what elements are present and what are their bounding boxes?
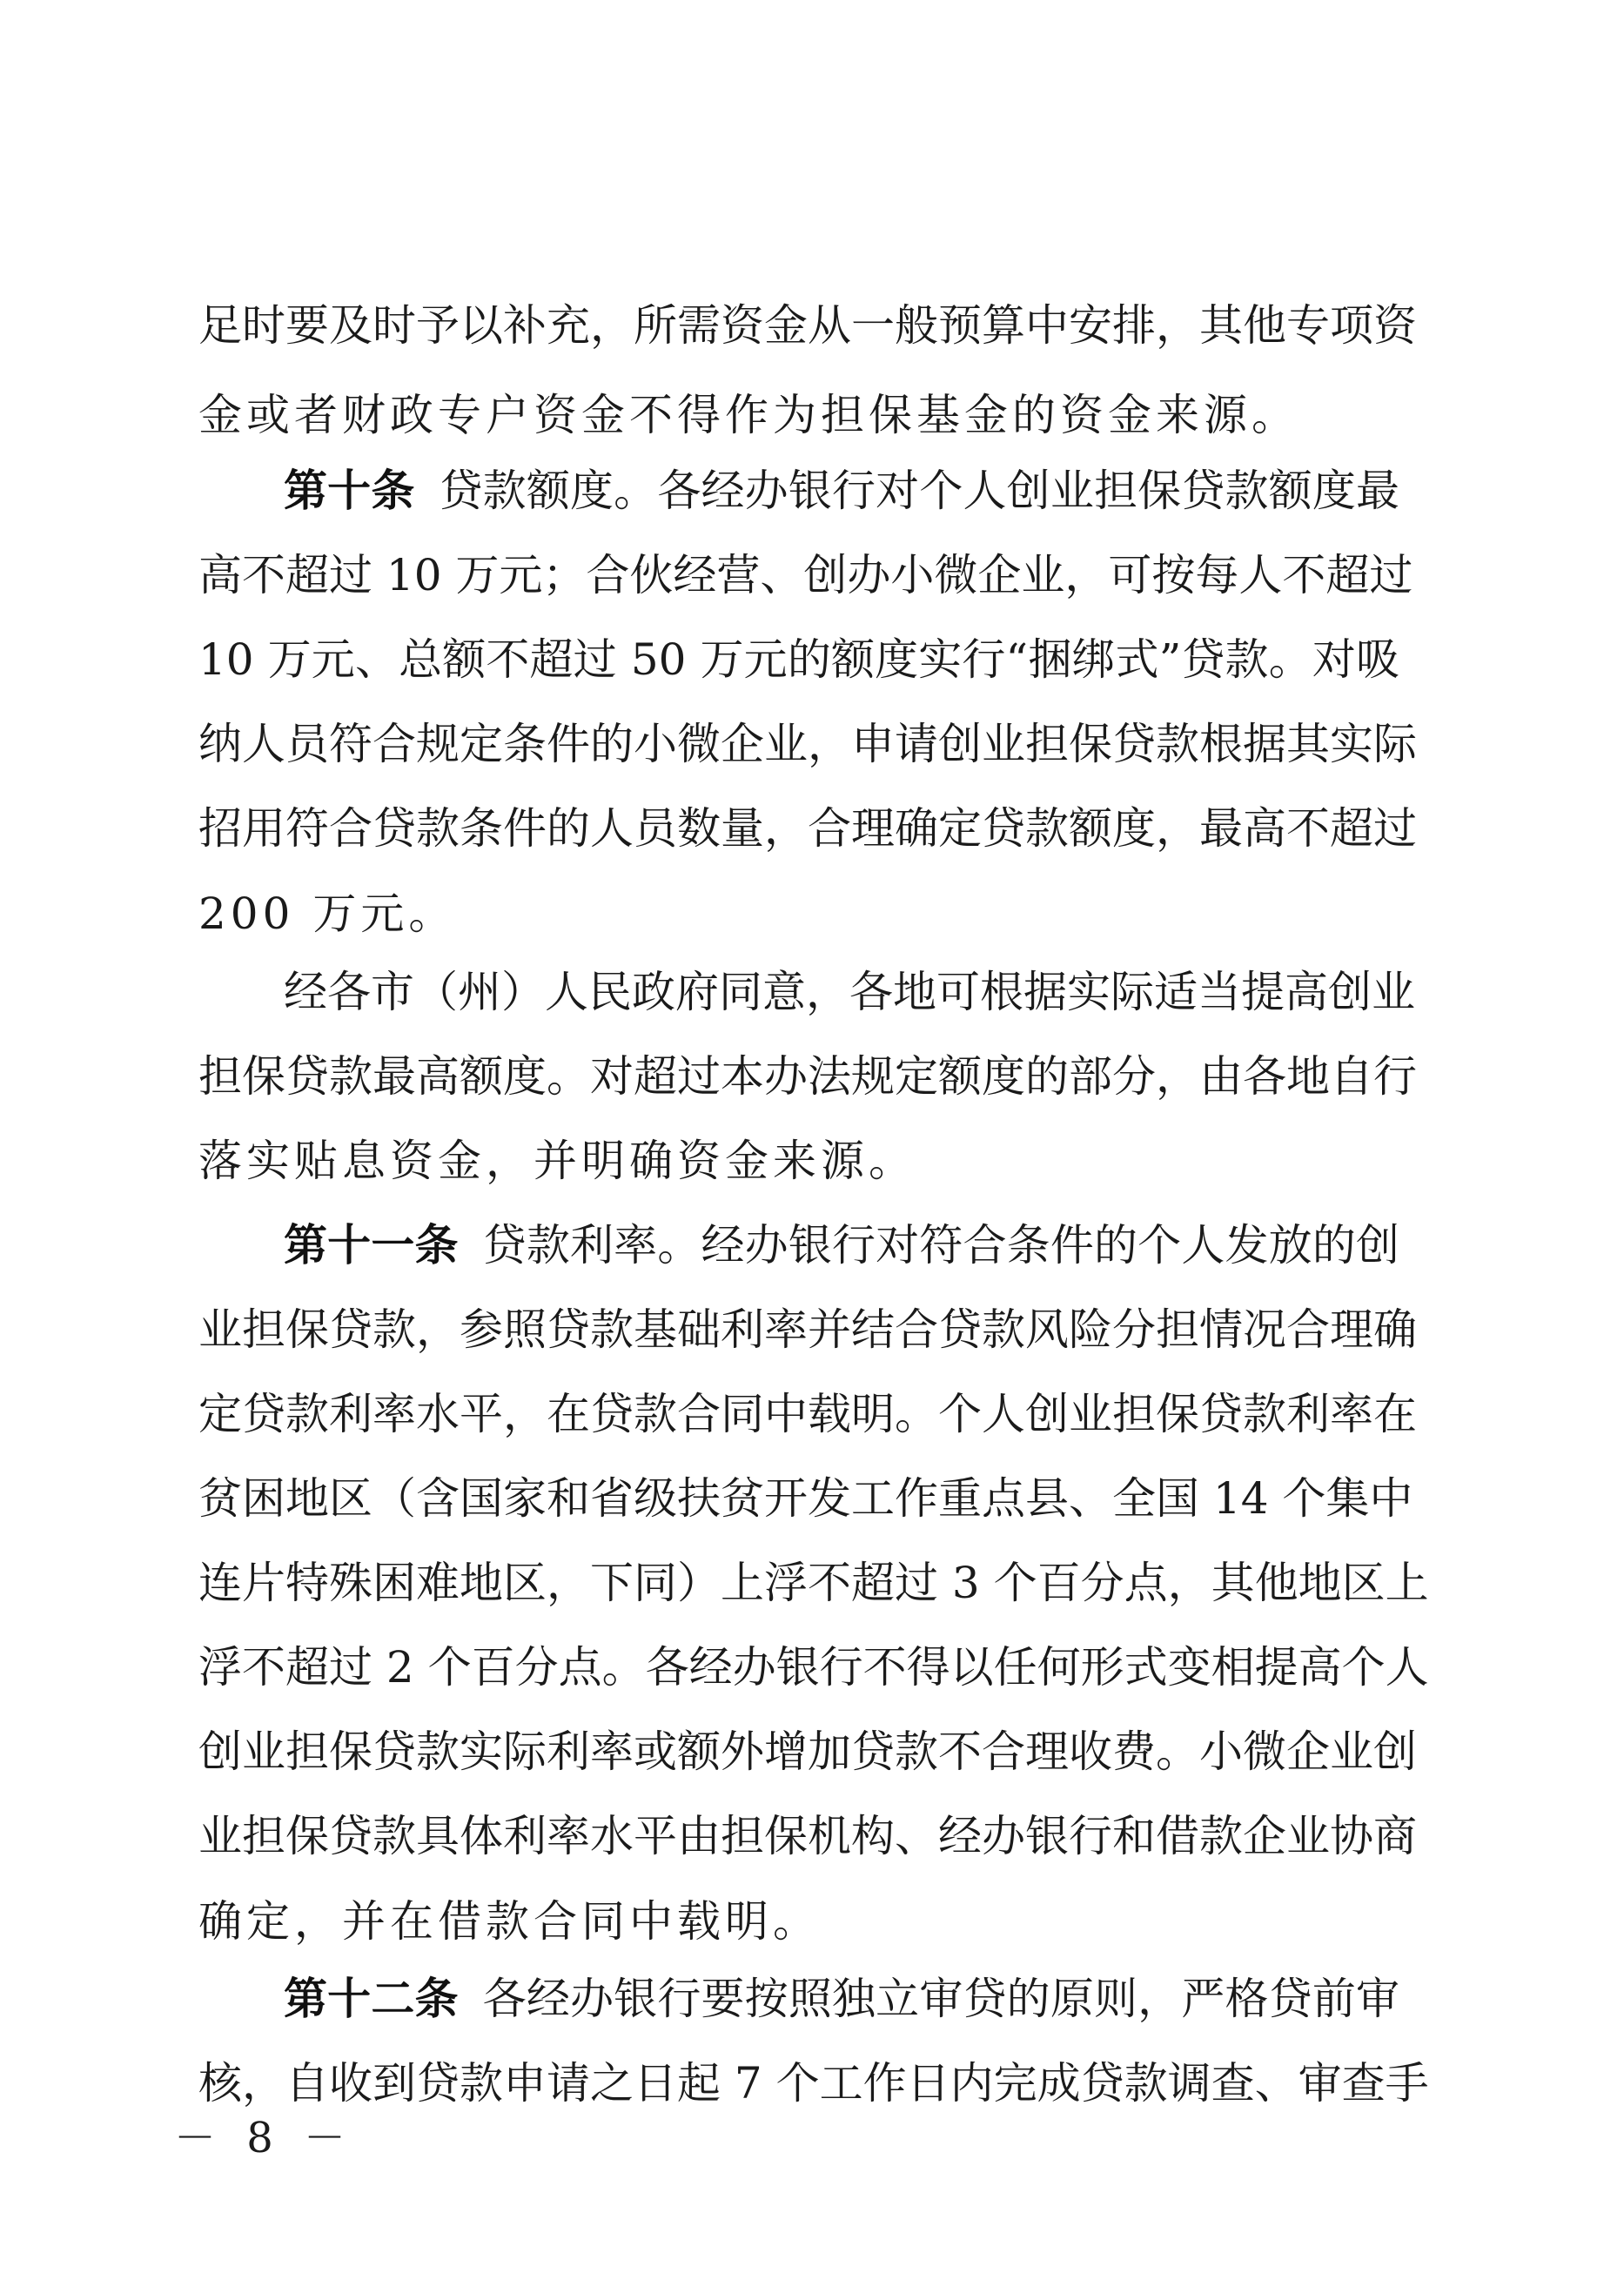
text-line: 核，自收到贷款申请之日起 7 个工作日内完成贷款调查、审查手 [198, 2058, 1429, 2109]
text-line: 连片特殊困难地区，下同）上浮不超过 3 个百分点，其他地区上 [198, 1558, 1429, 1608]
text-line: 浮不超过 2 个百分点。各经办银行不得以任何形式变相提高个人 [198, 1642, 1429, 1693]
text-line: 担保贷款最高额度。对超过本办法规定额度的部分，由各地自行 [198, 1051, 1417, 1102]
text-line: 10 万元、总额不超过 50 万元的额度实行“捆绑式”贷款。对吸 [198, 634, 1399, 685]
article-text: 各经办银行要按照独立审贷的原则，严格贷前审 [482, 1974, 1400, 2024]
article-10-line [284, 456, 1399, 526]
text-line: 确定，并在借款合同中载明。 [198, 1896, 821, 1947]
text-line: 200 万元。 [198, 888, 457, 939]
article-heading: 第十一条 [284, 1220, 459, 1271]
text-line: 纳人员符合规定条件的小微企业，申请创业担保贷款根据其实际 [198, 719, 1417, 769]
text-line: 足时要及时予以补充，所需资金从一般预算中安排，其他专项资 [198, 300, 1417, 351]
article-12-line [284, 1964, 1399, 2034]
text-line: 金或者财政专户资金不得作为担保基金的资金来源。 [198, 390, 1299, 440]
text-line: 定贷款利率水平，在贷款合同中载明。个人创业担保贷款利率在 [198, 1389, 1417, 1439]
text-line: 招用符合贷款条件的人员数量，合理确定贷款额度，最高不超过 [198, 803, 1417, 854]
article-text: 贷款利率。经办银行对符合条件的个人发放的创 [482, 1220, 1400, 1271]
text-line: 高不超过 10 万元；合伙经营、创办小微企业，可按每人不超过 [198, 550, 1413, 600]
article-heading: 第十条 [284, 466, 415, 516]
page-number: － 8 － [174, 2114, 355, 2162]
text-line: 业担保贷款，参照贷款基础利率并结合贷款风险分担情况合理确 [198, 1304, 1417, 1355]
text-line: 业担保贷款具体利率水平由担保机构、经办银行和借款企业协商 [198, 1811, 1417, 1861]
text-line: 贫困地区（含国家和省级扶贫开发工作重点县、全国 14 个集中 [198, 1473, 1413, 1524]
article-11-line [284, 1210, 1399, 1280]
text-line: 创业担保贷款实际利率或额外增加贷款不合理收费。小微企业创 [198, 1726, 1417, 1777]
article-text: 贷款额度。各经办银行对个人创业担保贷款额度最 [439, 466, 1399, 516]
article-heading: 第十二条 [284, 1974, 459, 2024]
paragraph-first-line: 经各市（州）人民政府同意，各地可根据实际适当提高创业 [284, 967, 1415, 1017]
text-line: 落实贴息资金，并明确资金来源。 [198, 1136, 916, 1186]
